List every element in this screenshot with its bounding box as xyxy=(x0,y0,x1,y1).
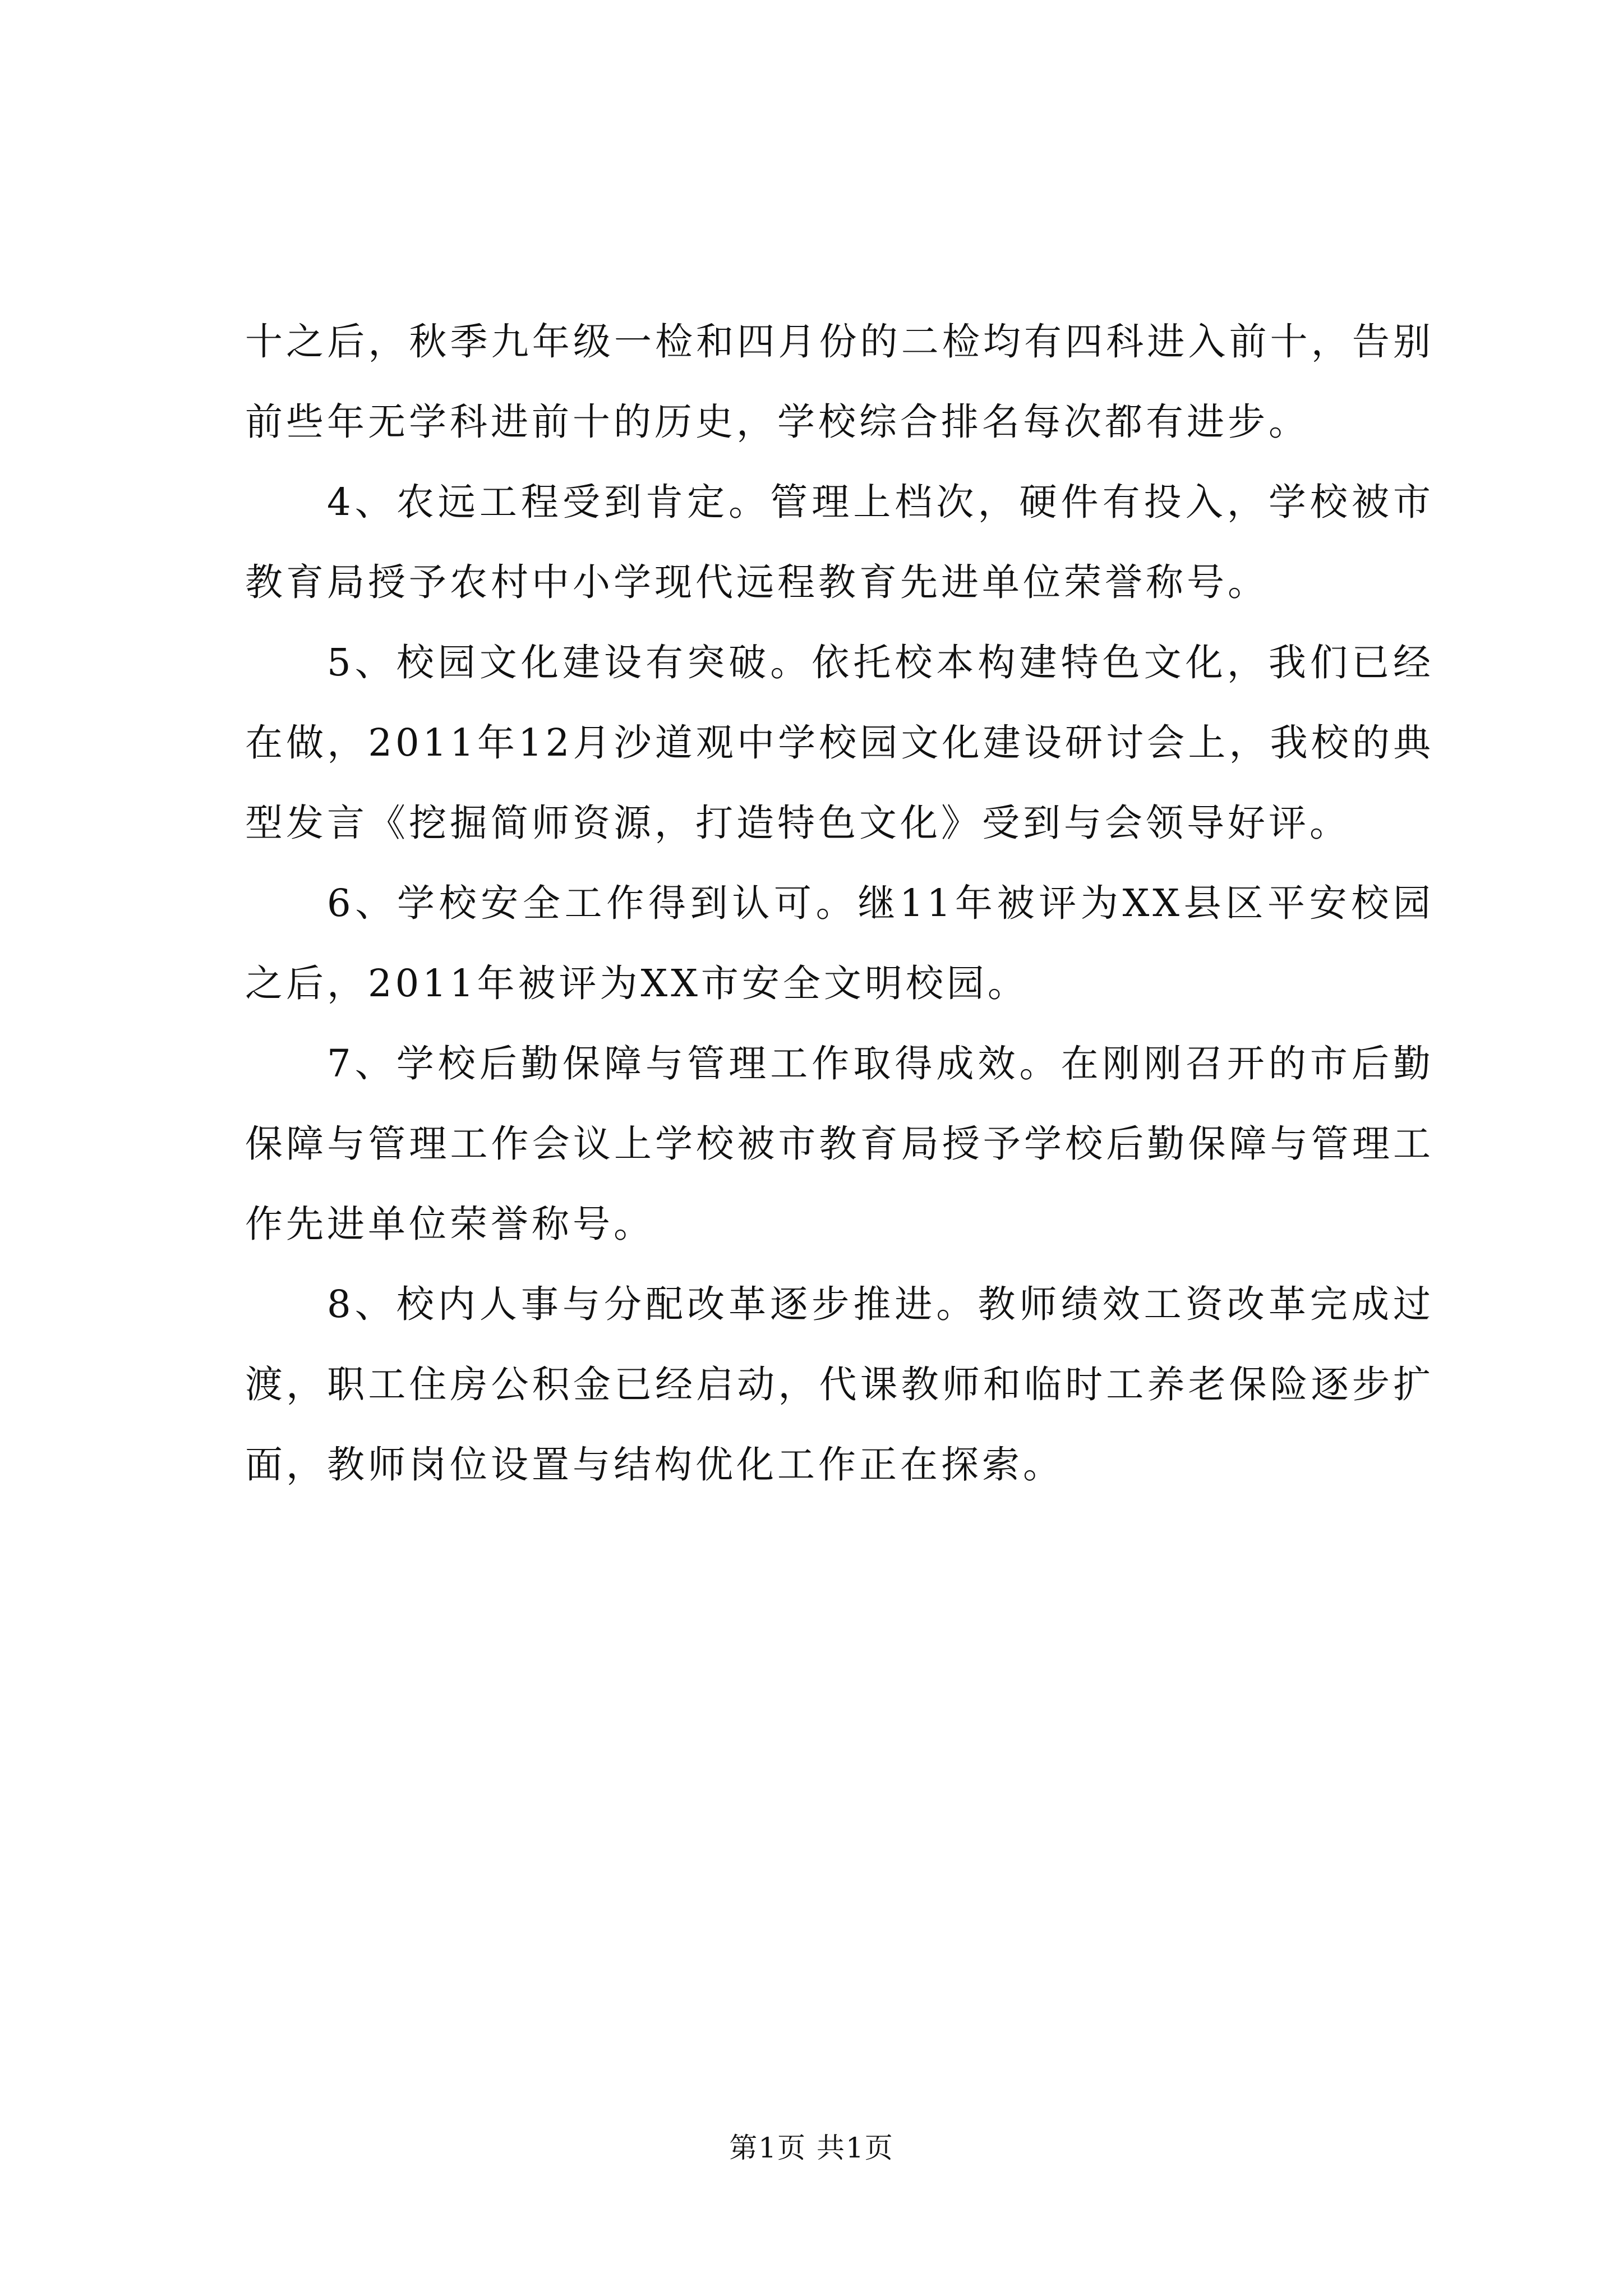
paragraph-item-6: 6、学校安全工作得到认可。继11年被评为XX县区平安校园之后，2011年被评为XX市安全文明校园。 xyxy=(245,881,1434,1005)
paragraph-continuation: 十之后，秋季九年级一检和四月份的二检均有四科进入前十，告别前些年无学科进前十的历史，学校综合排名每次都有进步。 xyxy=(245,320,1434,444)
paragraph-item-7: 7、学校后勤保障与管理工作取得成效。在刚刚召开的市后勤保障与管理工作会议上学校被市教育局授予学校后勤保障与管理工作先进单位荣誉称号。 xyxy=(245,1042,1434,1246)
paragraph-item-8: 8、校内人事与分配改革逐步推进。教师绩效工资改革完成过渡，职工住房公积金已经启动，代课教师和临时工养老保险逐步扩面，教师岗位设置与结构优化工作正在探索。 xyxy=(245,1282,1434,1487)
paragraph-item-5: 5、校园文化建设有突破。依托校本构建特色文化，我们已经在做，2011年12月沙道观中学校园文化建设研讨会上，我校的典型发言《挖掘简师资源，打造特色文化》受到与会领导好评。 xyxy=(245,641,1434,845)
document-body xyxy=(245,302,1434,1505)
paragraph-item-4: 4、农远工程受到肯定。管理上档次，硬件有投入，学校被市教育局授予农村中小学现代远程教育先进单位荣誉称号。 xyxy=(245,480,1434,604)
page-number-footer: 第1页 共1页 xyxy=(729,2132,894,2164)
